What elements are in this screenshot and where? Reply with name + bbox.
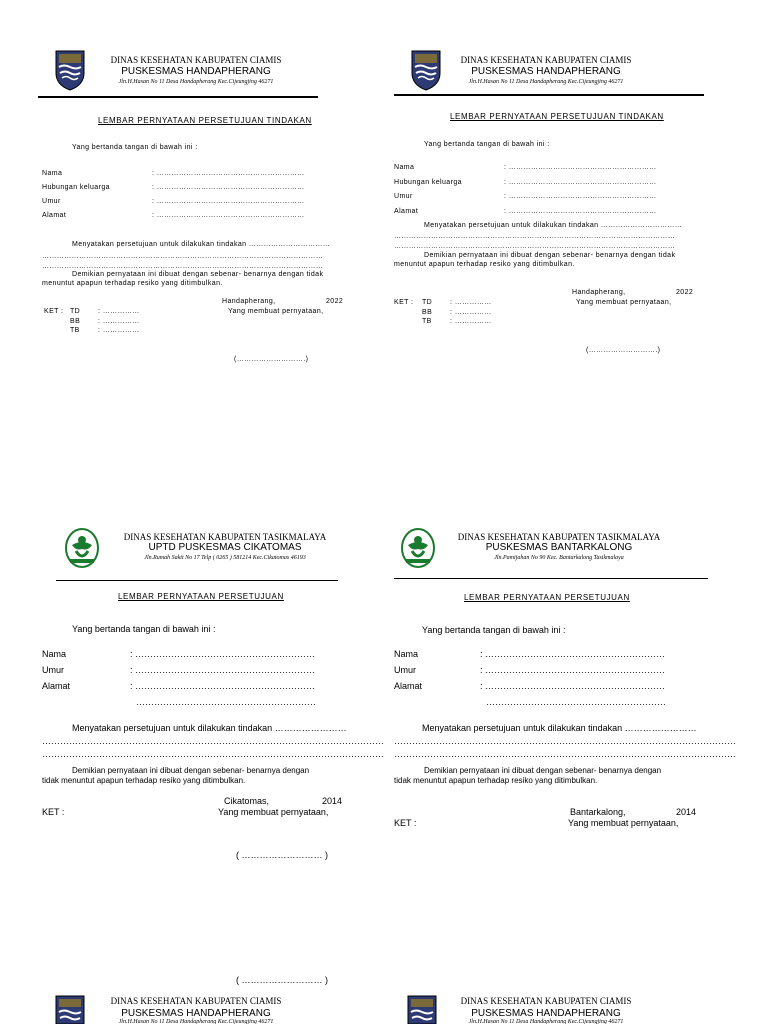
dotted-line-2: …………………………………………………………………………………………………… xyxy=(42,749,384,759)
closing-text-2: menuntut apapun terhadap resiko yang ditimbulkan. xyxy=(394,261,575,268)
ket-label: KET : xyxy=(42,807,65,817)
header-title: DINAS KESEHATAN KABUPATEN TASIKMALAYA xyxy=(457,532,661,542)
dotted-line-2: …………………………………………………………………………………………………… xyxy=(394,749,736,759)
ciamis-crest-icon xyxy=(54,47,86,91)
header-address: Jln.H.Hasan No 11 Desa Handapherang Kec.Cijeungjing 46271 xyxy=(118,79,274,85)
field-value-umur: : …………………………………………………… xyxy=(130,665,316,675)
bakti-husada-logo-icon xyxy=(400,527,436,569)
document-title: LEMBAR PERNYATAAN PERSETUJUAN TINDAKAN xyxy=(450,112,664,121)
place-text: Handapherang, xyxy=(572,289,626,296)
statement-text: Menyatakan persetujuan untuk dilakukan tindakan …………………… xyxy=(72,723,347,733)
ket-tb-label: TB xyxy=(70,327,80,334)
field-value-nama: : …………………………………………………… xyxy=(504,164,657,171)
field-label-umur: Umur xyxy=(42,198,61,205)
field-label-alamat: Alamat xyxy=(394,681,423,691)
header-rule xyxy=(38,96,318,98)
field-value-nama: : …………………………………………………… xyxy=(152,170,305,177)
closing-text-2: tidak menuntut apapun terhadap resiko yang ditimbulkan. xyxy=(394,776,598,785)
signature-line: (……………………….) xyxy=(586,347,661,354)
dotted-line-1: …………………………………………………………………………………………………… xyxy=(42,736,384,746)
dotted-line-1: …………………………………………………………………………………………………… xyxy=(394,736,736,746)
closing-text-1: Demikian pernyataan ini dibuat dengan sebenar- benarnya dengan xyxy=(424,766,662,775)
signer-text: Yang membuat pernyataan, xyxy=(228,308,324,315)
ket-label: KET : xyxy=(44,308,64,315)
field-label-alamat: Alamat xyxy=(42,212,67,219)
ket-td-value: : …………… xyxy=(98,308,140,315)
signer-text: Yang membuat pernyataan, xyxy=(568,818,679,828)
field-value-umur: : …………………………………………………… xyxy=(152,198,305,205)
header-title: DINAS KESEHATAN KABUPATEN TASIKMALAYA xyxy=(123,532,327,542)
header-rule xyxy=(394,94,704,96)
dotted-line-1: …………………………………………………………………………………………………… xyxy=(394,233,676,240)
document-title: LEMBAR PERNYATAAN PERSETUJUAN xyxy=(118,592,284,601)
field-value-umur: : …………………………………………………… xyxy=(480,665,666,675)
dotted-line-2: …………………………………………………………………………………………………… xyxy=(42,263,324,270)
place-text: Cikatomas, xyxy=(224,796,270,806)
dotted-line-2: …………………………………………………………………………………………………… xyxy=(394,243,676,250)
signer-text: Yang membuat pernyataan, xyxy=(576,299,672,306)
signer-text: Yang membuat pernyataan, xyxy=(218,807,329,817)
bottom-right-header-address: Jln.H.Hasan No 11 Desa Handapherang Kec.Cijeungjing 46271 xyxy=(468,1019,624,1024)
header-subtitle: UPTD PUSKESMAS CIKATOMAS xyxy=(148,542,302,553)
closing-text-1: Demikian pernyataan ini dibuat dengan sebenar- benarnya dengan tidak xyxy=(72,271,324,278)
place-text: Bantarkalong, xyxy=(570,807,626,817)
field-label-hubungan: Hubungan keluarga xyxy=(394,179,462,186)
statement-text: Menyatakan persetujuan untuk dilakukan tindakan …………………………… xyxy=(72,241,331,248)
signature-line: ( ……………………… ) xyxy=(236,850,328,860)
form-top-right xyxy=(384,0,768,500)
closing-text-2: tidak menuntut apapun terhadap resiko yang ditimbulkan. xyxy=(42,776,246,785)
bottom-right-header-title: DINAS KESEHATAN KABUPATEN CIAMIS xyxy=(460,996,632,1006)
field-value-hubungan: : …………………………………………………… xyxy=(152,184,305,191)
ket-label: KET : xyxy=(394,818,417,828)
statement-text: Menyatakan persetujuan untuk dilakukan tindakan …………………… xyxy=(422,723,697,733)
header-rule xyxy=(56,580,338,581)
bottom-left-header-address: Jln.H.Hasan No 11 Desa Handapherang Kec.Cijeungjing 46271 xyxy=(118,1019,274,1024)
dotted-line-1: …………………………………………………………………………………………………… xyxy=(42,253,324,260)
form-bottom-left xyxy=(0,500,384,970)
statement-text: Menyatakan persetujuan untuk dilakukan tindakan …………………………… xyxy=(424,222,683,229)
intro-text: Yang bertanda tangan di bawah ini : xyxy=(424,141,550,148)
bottom-right-header-subtitle: PUSKESMAS HANDAPHERANG xyxy=(471,1008,621,1019)
field-value-alamat: : …………………………………………………… xyxy=(504,208,657,215)
header-address: Jln.Rumah Sakit No 17 Telp ( 0265 ) 581214 Kec.Cikatomas 46193 xyxy=(144,555,306,561)
year-text: 2022 xyxy=(676,289,694,296)
field-label-nama: Nama xyxy=(42,170,63,177)
document-title: LEMBAR PERNYATAAN PERSETUJUAN xyxy=(464,593,630,602)
bakti-husada-logo-icon xyxy=(64,527,100,569)
intro-text: Yang bertanda tangan di bawah ini : xyxy=(72,144,198,151)
bottom-left-header-subtitle: PUSKESMAS HANDAPHERANG xyxy=(121,1008,271,1019)
field-label-umur: Umur xyxy=(42,665,64,675)
intro-text: Yang bertanda tangan di bawah ini : xyxy=(422,625,566,635)
closing-text-1: Demikian pernyataan ini dibuat dengan sebenar- benarnya dengan tidak xyxy=(424,252,676,259)
closing-text-1: Demikian pernyataan ini dibuat dengan sebenar- benarnya dengan xyxy=(72,766,310,775)
document-title: LEMBAR PERNYATAAN PERSETUJUAN TINDAKAN xyxy=(98,116,312,125)
form-top-left xyxy=(0,0,384,500)
ciamis-crest-icon xyxy=(54,992,86,1024)
header-address: Jln.H.Hasan No 11 Desa Handapherang Kec.Cijeungjing 46271 xyxy=(468,79,624,85)
field-value-alamat: : …………………………………………………… xyxy=(480,681,666,691)
place-text: Handapherang, xyxy=(222,298,276,305)
ket-bb-label: BB xyxy=(422,309,433,316)
ket-bb-label: BB xyxy=(70,318,81,325)
ket-tb-label: TB xyxy=(422,318,432,325)
header-rule xyxy=(394,578,708,579)
ket-td-value: : …………… xyxy=(450,299,492,306)
field-value-hubungan: : …………………………………………………… xyxy=(504,179,657,186)
signature-line: (……………………….) xyxy=(234,356,309,363)
ket-bb-value: : …………… xyxy=(98,318,140,325)
field-label-umur: Umur xyxy=(394,665,416,675)
ket-label: KET : xyxy=(394,299,414,306)
year-text: 2022 xyxy=(326,298,344,305)
address-continuation: …………………………………………………… xyxy=(136,697,316,707)
field-value-umur: : …………………………………………………… xyxy=(504,193,657,200)
field-value-alamat: : …………………………………………………… xyxy=(130,681,316,691)
form-bottom-right xyxy=(384,500,768,970)
ket-tb-value: : …………… xyxy=(450,318,492,325)
field-label-nama: Nama xyxy=(394,649,419,659)
header-title: DINAS KESEHATAN KABUPATEN CIAMIS xyxy=(460,55,632,65)
ket-td-label: TD xyxy=(422,299,433,306)
field-value-nama: : …………………………………………………… xyxy=(480,649,666,659)
bottom-signature-line: ( ……………………… ) xyxy=(236,975,328,985)
year-text: 2014 xyxy=(676,807,697,817)
header-subtitle: PUSKESMAS BANTARKALONG xyxy=(485,542,633,553)
field-value-nama: : …………………………………………………… xyxy=(130,649,316,659)
field-label-nama: Nama xyxy=(42,649,67,659)
ket-bb-value: : …………… xyxy=(450,309,492,316)
ket-td-label: TD xyxy=(70,308,81,315)
header-subtitle: PUSKESMAS HANDAPHERANG xyxy=(471,66,621,77)
field-label-hubungan: Hubungan keluarga xyxy=(42,184,110,191)
address-continuation: …………………………………………………… xyxy=(486,697,666,707)
field-label-alamat: Alamat xyxy=(42,681,71,691)
ket-tb-value: : …………… xyxy=(98,327,140,334)
field-label-nama: Nama xyxy=(394,164,415,171)
intro-text: Yang bertanda tangan di bawah ini : xyxy=(72,624,216,634)
header-title: DINAS KESEHATAN KABUPATEN CIAMIS xyxy=(110,55,282,65)
header-subtitle: PUSKESMAS HANDAPHERANG xyxy=(121,66,271,77)
field-label-alamat: Alamat xyxy=(394,208,419,215)
year-text: 2014 xyxy=(322,796,343,806)
field-label-umur: Umur xyxy=(394,193,413,200)
bottom-left-header-title: DINAS KESEHATAN KABUPATEN CIAMIS xyxy=(110,996,282,1006)
field-value-alamat: : …………………………………………………… xyxy=(152,212,305,219)
ciamis-crest-icon xyxy=(406,992,438,1024)
header-address: Jln.Pamijahan No 90 Kec. Bantarkalong Tasikmalaya xyxy=(494,555,624,561)
closing-text-2: menuntut apapun terhadap resiko yang ditimbulkan. xyxy=(42,280,223,287)
